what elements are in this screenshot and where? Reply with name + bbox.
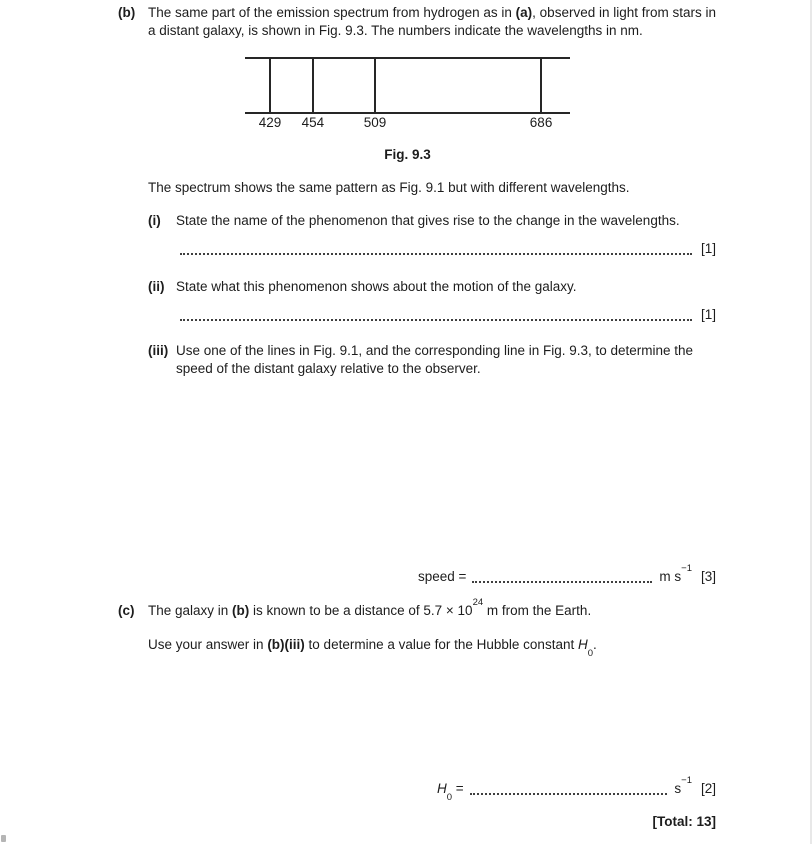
dotted-answer-line (472, 568, 652, 583)
dotted-answer-line (470, 780, 668, 795)
marks-badge-speed: [3] (700, 569, 716, 584)
answer-row-i (180, 240, 716, 258)
hubble-answer-prefix: $H_0$ = (437, 781, 464, 803)
marks-badge-ii: [1] (700, 307, 716, 322)
dotted-answer-line (180, 306, 692, 321)
speed-answer-prefix: speed = (418, 569, 467, 584)
wavelength-label: 429 (258, 115, 282, 130)
part-b-ii-text: State what this phenomenon shows about the motion of the galaxy. (176, 279, 577, 294)
part-c-instruction: Use your answer in (b)(iii) to determine a value for the Hubble constant $H_0$. (148, 637, 597, 659)
spectrum-labels (245, 114, 570, 130)
part-b-ii-row (148, 278, 716, 296)
hubble-answer-row (437, 774, 716, 803)
spectrum-note: The spectrum shows the same pattern as Fig. 9.1 but with different wavelengths. (148, 180, 630, 195)
part-c-intro-text: The galaxy in (b) is known to be a distance of $5.7 \times 10^{24}$ m from the Earth. (148, 596, 592, 618)
answer-row-ii (180, 306, 716, 324)
figure-caption: Fig. 9.3 (384, 147, 431, 162)
part-b-i-row (148, 212, 716, 230)
part-b-i-text: State the name of the phenomenon that gives rise to the change in the wavelengths. (176, 213, 680, 228)
part-b-iii-row (148, 342, 716, 378)
wavelength-label: 686 (529, 115, 553, 130)
marks-badge-hubble: [2] (700, 781, 716, 796)
marks-badge-i: [1] (700, 241, 716, 256)
spectrum-line (540, 59, 542, 112)
part-b-intro-row (118, 4, 718, 40)
wavelength-label: 454 (301, 115, 325, 130)
spectrum-line (374, 59, 376, 112)
speed-answer-unit: m $s^{-1}$ (659, 562, 692, 584)
part-c-intro-row (118, 596, 718, 620)
total-marks: [Total: 13] (652, 814, 716, 829)
dotted-answer-line (180, 240, 692, 255)
part-b-ii-label: (ii) (148, 279, 165, 294)
part-b-intro-text: The same part of the emission spectrum from hydrogen as in (a), observed in light from stars in a distant galaxy, is shown in Fig. 9.3. The numbers indicate the wavelengths in nm. (148, 5, 716, 38)
part-b-i-label: (i) (148, 213, 161, 228)
wavelength-label: 509 (363, 115, 387, 130)
part-b-iii-label: (iii) (148, 343, 169, 358)
scan-corner-artifact (1, 835, 6, 842)
hubble-answer-unit: $s^{-1}$ (674, 774, 692, 796)
part-b-label: (b) (118, 5, 136, 20)
part-c-label: (c) (118, 603, 135, 618)
part-b-iii-text: Use one of the lines in Fig. 9.1, and the corresponding line in Fig. 9.3, to determine the speed of the distant galaxy relative to the observer. (176, 343, 694, 376)
spectrum-band (245, 57, 570, 114)
spectrum-line (269, 59, 271, 112)
spectrum-line (312, 59, 314, 112)
speed-answer-row (418, 562, 716, 586)
